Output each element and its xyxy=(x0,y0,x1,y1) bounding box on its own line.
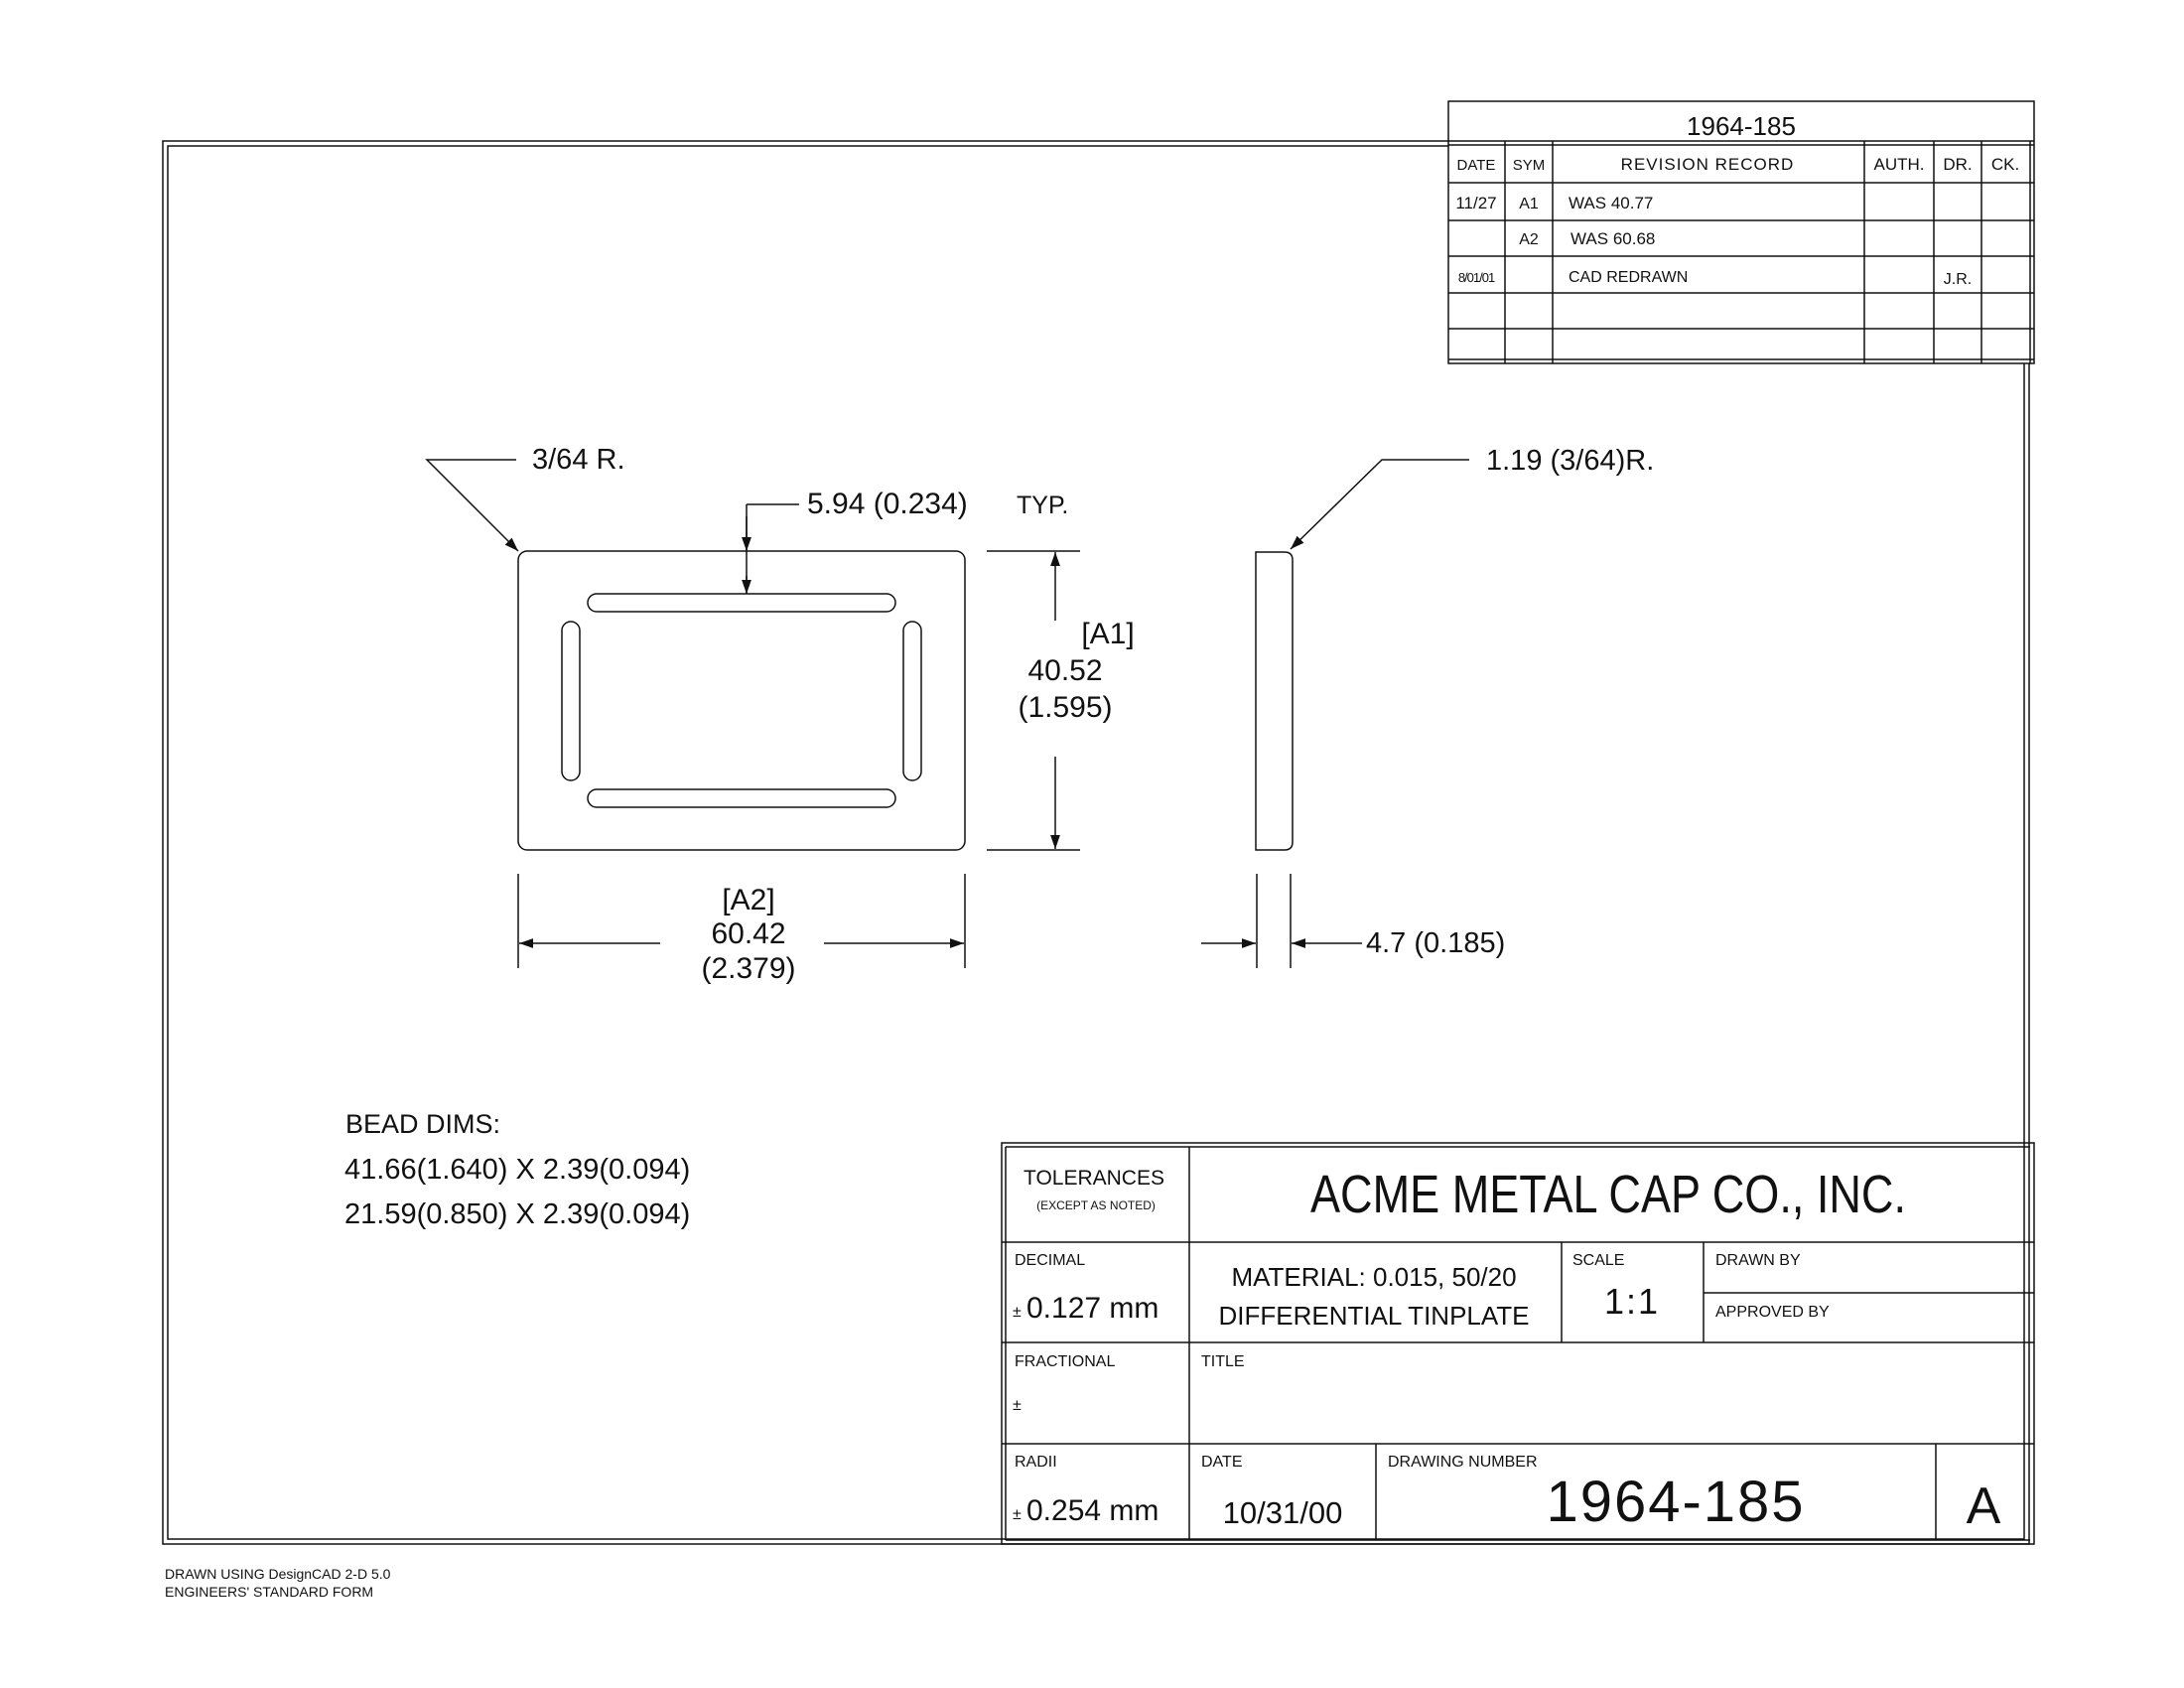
scale-value: 1:1 xyxy=(1603,1281,1661,1322)
bead-spacing-suffix: TYP. xyxy=(1017,492,1069,519)
width-mm: 60.42 xyxy=(711,917,786,950)
decimal-label: DECIMAL xyxy=(1015,1252,1086,1269)
corner-radius-label: 3/64 R. xyxy=(532,444,625,476)
rev-row-sym: A1 xyxy=(1519,196,1539,212)
rev-header-sym: SYM xyxy=(1512,157,1546,174)
side-profile xyxy=(1256,552,1293,850)
bead-dims-heading: BEAD DIMS: xyxy=(345,1109,501,1139)
rev-header-auth: AUTH. xyxy=(1873,155,1925,174)
drawing-number-label: DRAWING NUMBER xyxy=(1388,1454,1538,1471)
bead-spacing-label: 5.94 (0.234) xyxy=(807,488,968,520)
corner-radius-leader xyxy=(427,460,518,551)
tolerances-note: (EXCEPT AS NOTED) xyxy=(1036,1198,1156,1212)
decimal-plus-minus: ± xyxy=(1013,1304,1022,1321)
rev-header-date: DATE xyxy=(1456,157,1496,174)
date-value: 10/31/00 xyxy=(1222,1495,1343,1530)
side-radius-label: 1.19 (3/64)R. xyxy=(1486,445,1655,477)
footer-line1: DRAWN USING DesignCAD 2-D 5.0 xyxy=(165,1566,391,1582)
bead-spacing-dimension xyxy=(747,504,799,594)
bead-right xyxy=(903,622,921,780)
rev-row-record: WAS 60.68 xyxy=(1570,229,1656,248)
drawing-number: 1964-185 xyxy=(1546,1470,1806,1534)
bead-top xyxy=(588,594,895,612)
rev-row-date: 11/27 xyxy=(1455,194,1497,212)
tolerances-label: TOLERANCES xyxy=(1024,1167,1164,1190)
rev-header-dr: DR. xyxy=(1943,155,1973,174)
fractional-plus-minus: ± xyxy=(1013,1397,1022,1414)
width-rev: [A2] xyxy=(722,884,775,916)
height-in: (1.595) xyxy=(1018,691,1113,724)
footer-line2: ENGINEERS' STANDARD FORM xyxy=(165,1584,374,1600)
width-in: (2.379) xyxy=(701,952,796,985)
radii-label: RADII xyxy=(1015,1454,1057,1471)
company-name: ACME METAL CAP CO., INC. xyxy=(1310,1165,1906,1224)
rev-header-record: REVISION RECORD xyxy=(1620,155,1795,174)
revision-drawing-ref: 1964-185 xyxy=(1687,111,1796,141)
radii-value: 0.254 mm xyxy=(1026,1494,1160,1527)
bead-bottom xyxy=(588,789,895,807)
height-rev: [A1] xyxy=(1081,618,1135,650)
revision-letter: A xyxy=(1966,1477,2001,1535)
decimal-value: 0.127 mm xyxy=(1026,1292,1160,1325)
height-mm: 40.52 xyxy=(1027,654,1103,687)
front-view xyxy=(518,551,965,850)
cap-outline xyxy=(518,551,965,850)
fractional-label: FRACTIONAL xyxy=(1015,1353,1116,1370)
drawn-by-label: DRAWN BY xyxy=(1715,1252,1801,1269)
bead-dims-line2: 21.59(0.850) X 2.39(0.094) xyxy=(344,1198,691,1230)
side-view xyxy=(1201,460,1469,968)
bead-left xyxy=(562,622,580,780)
title-label: TITLE xyxy=(1201,1353,1245,1370)
material-line2: DIFFERENTIAL TINPLATE xyxy=(1218,1301,1530,1331)
rev-row-record: WAS 40.77 xyxy=(1569,194,1654,212)
bead-dims-line1: 41.66(1.640) X 2.39(0.094) xyxy=(344,1154,691,1186)
rev-header-ck: CK. xyxy=(1990,155,2020,174)
rev-row-sym: A2 xyxy=(1519,231,1539,248)
material-line1: MATERIAL: 0.015, 50/20 xyxy=(1231,1262,1517,1292)
rev-row-date: 8/01/01 xyxy=(1457,270,1495,285)
date-label: DATE xyxy=(1201,1454,1243,1471)
thickness-label: 4.7 (0.185) xyxy=(1366,927,1506,959)
approved-by-label: APPROVED BY xyxy=(1715,1304,1830,1321)
rev-row-dr: J.R. xyxy=(1943,271,1973,288)
rev-row-record: CAD REDRAWN xyxy=(1569,269,1689,286)
scale-label: SCALE xyxy=(1572,1252,1625,1269)
radii-plus-minus: ± xyxy=(1013,1506,1022,1523)
